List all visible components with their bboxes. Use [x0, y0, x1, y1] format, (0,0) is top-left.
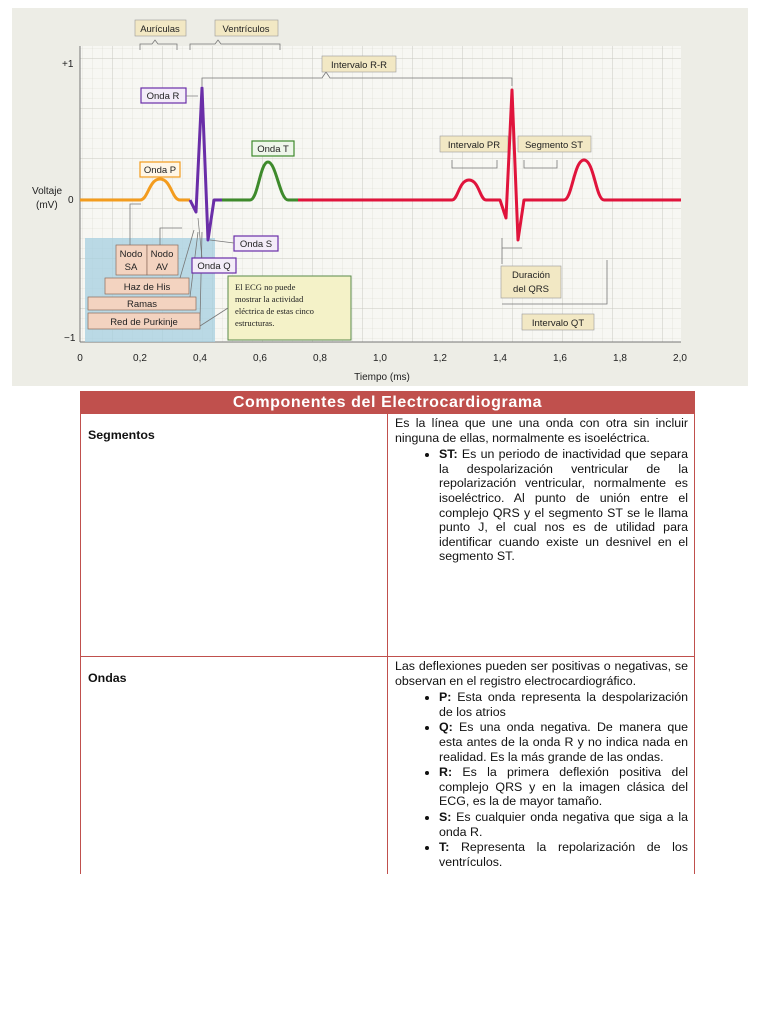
- list-item-text: Es un periodo de inactividad que separa la despolarización ventricular de la repolarización ventricular, normalmente es isoeléctrico. Al punto de unión entre el complejo QRS y el segmento ST se le llama punto J, el cual nos es de utilidad para identificar cuando existe un desnivel en el segmento ST.: [439, 447, 688, 564]
- table-title: Componentes del Electrocardiograma: [81, 392, 695, 414]
- ventriculos-label: Ventrículos: [222, 24, 270, 35]
- duracion-qrs-label-1: Duración: [511, 270, 551, 281]
- nodo-sa-label-2: SA: [124, 262, 138, 273]
- list-item-key: Q:: [439, 720, 453, 735]
- nodo-sa-label-1: Nodo: [119, 249, 143, 260]
- row-description: Es la línea que une una onda con otra sin incluir ninguna de ellas, normalmente es isoeléctrica.: [395, 416, 688, 445]
- x-tick: 1,0: [373, 353, 387, 364]
- list-item-key: S:: [439, 809, 452, 824]
- onda-r-label: Onda R: [146, 91, 180, 102]
- intervalo-qt-label: Intervalo QT: [531, 318, 585, 329]
- list-item-key: P:: [439, 690, 452, 705]
- x-tick: 1,8: [613, 353, 627, 364]
- x-tick: 0,4: [193, 353, 207, 364]
- x-tick: 0,6: [253, 353, 267, 364]
- y-tick: 0: [68, 195, 74, 206]
- nodo-av-label-1: Nodo: [150, 249, 174, 260]
- list-item-text: Es la primera deflexión positiva del complejo QRS y en la imagen clásica del ECG, es la de mayor tamaño.: [439, 765, 688, 809]
- list-item: [439, 690, 688, 719]
- x-tick: 0,8: [313, 353, 327, 364]
- list-item: [439, 720, 688, 764]
- ecg-note-line: El ECG no puede: [235, 282, 296, 292]
- bullet-list: [395, 690, 688, 869]
- x-tick: 1,6: [553, 353, 567, 364]
- list-item: [439, 447, 688, 564]
- ecg-note-line: estructuras.: [235, 318, 275, 328]
- row-label-ondas: Ondas: [81, 657, 388, 875]
- x-axis-label: Tiempo (ms): [354, 372, 410, 383]
- bullet-list: [395, 447, 688, 564]
- duracion-qrs-label-2: del QRS: [513, 284, 549, 295]
- onda-q-label: Onda Q: [197, 261, 231, 272]
- list-item: [439, 765, 688, 809]
- segmento-st-label: Segmento ST: [524, 140, 584, 151]
- list-item-text: Representa la repolarización de los ventrículos.: [439, 840, 688, 869]
- ecg-diagram: [12, 8, 748, 386]
- ramas-label: Ramas: [126, 299, 158, 310]
- y-axis-label-line1: Voltaje: [32, 186, 63, 197]
- list-item: [439, 810, 688, 839]
- ecg-figure: [12, 8, 748, 386]
- list-item: [439, 840, 688, 869]
- x-tick: 1,2: [433, 353, 447, 364]
- y-axis-label-line2: (mV): [36, 200, 58, 211]
- nodo-av-label-2: AV: [156, 262, 168, 273]
- list-item-text: Esta onda representa la despolarización de los atrios: [439, 690, 688, 719]
- list-item-key: T:: [439, 840, 450, 855]
- intervalo-pr-label: Intervalo PR: [447, 140, 501, 151]
- onda-t-label: Onda T: [257, 144, 289, 155]
- row-description: Las deflexiones pueden ser positivas o negativas, se observan en el registro electrocardiográfico.: [395, 659, 688, 688]
- ecg-components-table: [80, 391, 695, 874]
- auriculas-label: Aurículas: [140, 24, 180, 35]
- onda-p-label: Onda P: [143, 165, 177, 176]
- list-item-text: Es cualquier onda negativa que siga a la onda R.: [439, 809, 688, 839]
- purkinje-label: Red de Purkinje: [110, 317, 178, 328]
- ecg-note-line: mostrar la actividad: [235, 294, 304, 304]
- x-tick: 2,0: [673, 353, 687, 364]
- list-item-text: Es una onda negativa. De manera que esta antes de la onda R y no indica nada en realidad. Es la más grande de las ondas.: [439, 720, 688, 764]
- haz-his-label: Haz de His: [123, 282, 171, 293]
- list-item-key: ST:: [439, 447, 458, 462]
- row-content-ondas: [388, 657, 695, 875]
- list-item-key: R:: [439, 765, 453, 780]
- onda-s-label: Onda S: [239, 239, 273, 250]
- y-tick: −1: [64, 333, 76, 344]
- row-content-segmentos: [388, 414, 695, 657]
- x-tick: 0,2: [133, 353, 147, 364]
- table-row: [81, 414, 695, 657]
- y-tick: +1: [62, 59, 74, 70]
- table-row: [81, 657, 695, 875]
- x-tick: 1,4: [493, 353, 507, 364]
- row-label-segmentos: Segmentos: [81, 414, 388, 657]
- intervalo-rr-label: Intervalo R-R: [331, 60, 387, 71]
- ecg-note-line: eléctrica de estas cinco: [235, 306, 314, 316]
- x-tick: 0: [77, 353, 83, 364]
